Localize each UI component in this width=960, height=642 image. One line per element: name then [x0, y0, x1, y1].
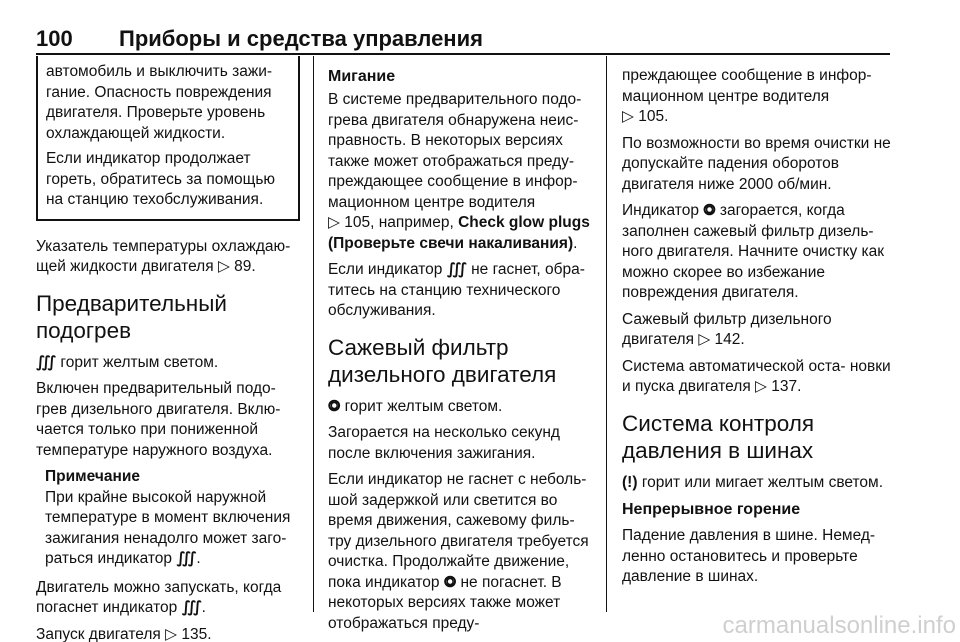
section-heading-filter: Сажевый фильтр дизельного двигателя	[328, 334, 557, 387]
page-reference-arrow-icon: ▷	[622, 108, 634, 125]
warning-text: автомобиль и выключить зажи- гание. Опасность повреждения двигателя. Проверьте уровень охлаждающей жидкости.	[46, 63, 273, 142]
page-number: 100	[36, 26, 73, 51]
column-divider	[606, 56, 607, 612]
header-divider	[36, 53, 890, 55]
section-heading-tpms: Система контроля давления в шинах	[622, 410, 815, 463]
paragraph-not-off: Если индикатор ∭ не гаснет, обра- титесь на станцию технического обслуживания.	[328, 261, 585, 319]
paragraph-tpms: (!) горит или мигает желтым светом.	[622, 473, 894, 494]
column-right	[622, 56, 894, 594]
glow-plug-icon: ∭	[181, 599, 202, 616]
diesel-particle-filter-icon: ⭗	[443, 573, 457, 591]
warning-text: Если индикатор продолжает гореть, обратитесь за помощью на станцию техобслуживания.	[46, 150, 276, 208]
diesel-particle-filter-icon: ⭗	[703, 202, 716, 219]
column-divider	[313, 56, 314, 612]
paragraph-filter-full: Индикатор ⭗ загорается, когда заполнен сажевый фильтр дизель- ного двигателя. Начните очистку как можно скорее во избежание повреждения двигателя.	[622, 202, 885, 301]
diesel-particle-filter-icon: ⭗	[328, 397, 341, 415]
glow-plug-icon: ∭	[36, 353, 57, 371]
section-heading-preheat: Предварительный подогрев	[36, 290, 227, 343]
page-reference-arrow-icon: ▷	[165, 625, 178, 642]
page-header	[36, 26, 890, 52]
page-reference-arrow-icon: ▷	[755, 378, 767, 395]
paragraph-filter-glow: ⭗ горит желтым светом.	[328, 397, 598, 418]
paragraph-rpm: По возможности во время очистки не допускайте падения оборотов двигателя ниже 2000 об/мин.	[622, 134, 891, 193]
paragraph-blink: В системе предварительного подо- грева двигателя обнаружена неис- правность. В некоторых версиях также может отображаться преду- преждающее сообщение в инфор- мационном центре водителя ▷ 105, например, Check glow plugs (Проверьте свечи накаливания).	[328, 91, 590, 252]
column-left	[36, 56, 300, 642]
page-reference-link[interactable]: 89.	[234, 258, 256, 275]
page-reference-arrow-icon: ▷	[698, 331, 711, 348]
message-text: Check glow plugs (Проверьте свечи накаливания)	[328, 214, 590, 252]
paragraph-coolant: Указатель температуры охлаждаю- щей жидкости двигателя ▷ 89.	[36, 237, 291, 275]
page-reference-arrow-icon: ▷	[328, 214, 340, 231]
page-reference-arrow-icon: ▷	[217, 258, 230, 275]
paragraph-preheat-on: Включен предварительный подо- грев дизельного двигателя. Вклю- чается только при пониженной температуре наружного воздуха.	[36, 380, 281, 459]
note-block	[36, 467, 300, 570]
page-reference-link[interactable]: 105.	[638, 108, 669, 125]
paragraph-launch: Запуск двигателя ▷ 135.	[36, 625, 212, 642]
paragraph-filter-lit: Загорается на несколько секунд после включения зажигания.	[328, 424, 560, 462]
paragraph-filter-ref: Сажевый фильтр дизельного двигателя ▷ 142.	[622, 310, 832, 348]
paragraph-filter-delay: Если индикатор не гаснет с неболь- шой задержкой или светится во время движения, сажевому филь- тру дизельного двигателя требуется очистка. Продолжайте движение, пока индикатор ⭗ не погаснет. В некоторых версиях также может отображаться преду-	[328, 471, 589, 632]
note-title: Примечание	[45, 468, 140, 485]
page-reference-link[interactable]: 137.	[771, 378, 802, 395]
paragraph-continued: преждающее сообщение в инфор- мационном центре водителя ▷ 105.	[622, 67, 872, 125]
column-middle	[328, 56, 598, 640]
paragraph-continuous: Падение давления в шине. Немед- ленно остановитесь и проверьте давление в шинах.	[622, 527, 876, 585]
page-reference-link[interactable]: 135.	[181, 625, 212, 642]
page-title: Приборы и средства управления	[119, 26, 483, 51]
glow-plug-icon: ∭	[446, 261, 467, 278]
glow-plug-icon: ∭	[176, 550, 197, 567]
paragraph-stop-start: Система автоматической оста- новки и пуска двигателя ▷ 137.	[622, 357, 891, 395]
warning-box	[36, 56, 300, 221]
subheading-continuous: Непрерывное горение	[622, 501, 801, 518]
page-reference-link[interactable]: 105, например,	[344, 214, 454, 231]
tire-pressure-icon: (!)	[622, 473, 638, 491]
note-text: При крайне высокой наружной температуре в момент включения зажигания ненадолго может заго- раться индикатор ∭.	[45, 488, 300, 570]
paragraph-preheat-glow: ∭ горит желтым светом.	[36, 353, 300, 374]
paragraph-start: Двигатель можно запускать, когда погаснет индикатор ∭.	[36, 578, 300, 619]
page-reference-link[interactable]: 142.	[714, 331, 745, 348]
watermark: carmanualsonline.info	[722, 612, 956, 639]
subheading-blink: Мигание	[328, 68, 396, 85]
